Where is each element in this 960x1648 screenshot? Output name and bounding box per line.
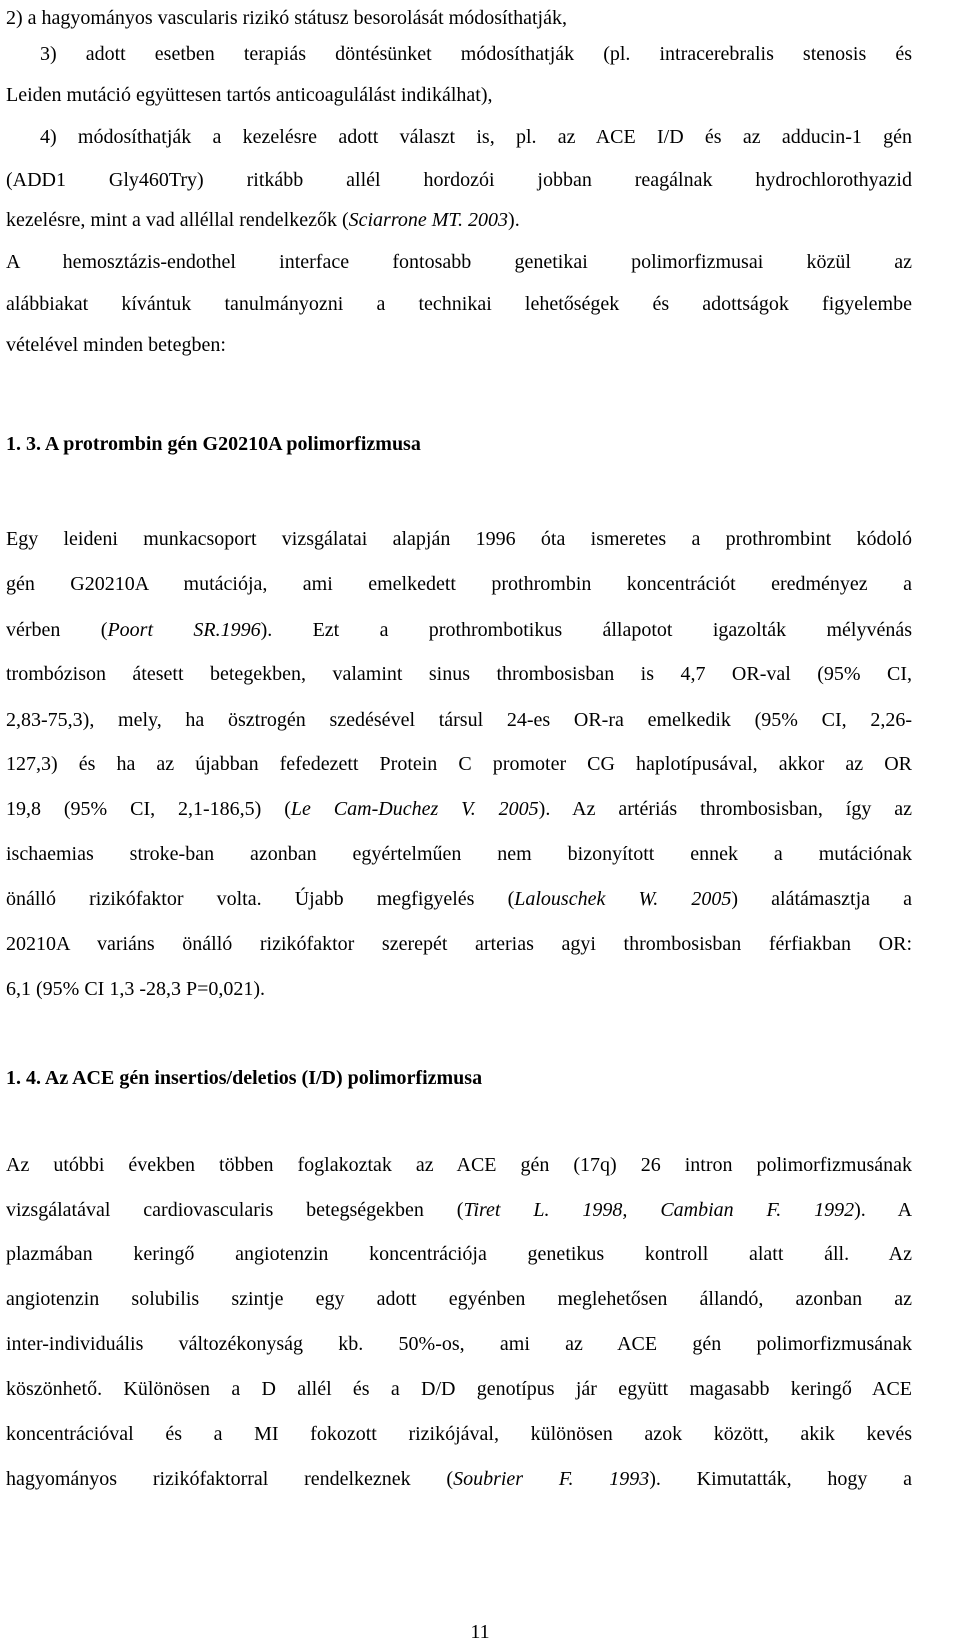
paragraph-line: hagyományos rizikófaktorral rendelkeznek (Soubrier F. 1993). Kimutatták, hogy a	[6, 1468, 912, 1490]
paragraph-line: vérben (Poort SR.1996). Ezt a prothrombotikus állapotot igazolták mélyvénás	[6, 619, 912, 641]
paragraph-line: 19,8 (95% CI, 2,1-186,5) (Le Cam-Duchez V. 2005). Az artériás thrombosisban, így az	[6, 798, 912, 820]
paragraph-line: A hemosztázis-endothel interface fontosabb genetikai polimorfizmusai közül az	[6, 251, 912, 273]
citation: Poort SR.1996	[107, 619, 261, 641]
paragraph-line: önálló rizikófaktor volta. Újabb megfigyelés (Lalouschek W. 2005) alátámasztja a	[6, 888, 913, 910]
paragraph-line: alábbiakat kívántuk tanulmányozni a technikai lehetőségek és adottságok figyelembe	[6, 293, 912, 315]
paragraph-line: 6,1 (95% CI 1,3 -28,3 P=0,021).	[6, 978, 266, 1000]
list-item-3-cont: Leiden mutáció együttesen tartós anticoagulálást indikálhat),	[6, 84, 493, 106]
paragraph-line: vételével minden betegben:	[6, 334, 226, 356]
list-item-2: 2) a hagyományos vascularis rizikó státusz besorolását módosíthatják,	[6, 7, 567, 29]
page-number: 11	[470, 1621, 490, 1643]
paragraph-line: gén G20210A mutációja, ami emelkedett prothrombin koncentrációt eredményez a	[6, 573, 912, 595]
citation: Lalouschek W. 2005	[514, 888, 732, 910]
paragraph-line: angiotenzin solubilis szintje egy adott egyénben meglehetősen állandó, azonban az	[6, 1288, 912, 1310]
section-heading: 1. 3. A protrombin gén G20210A polimorfizmusa	[6, 433, 421, 455]
paragraph-line: Egy leideni munkacsoport vizsgálatai alapján 1996 óta ismeretes a prothrombint kódoló	[6, 528, 912, 550]
list-item-4: 4) módosíthatják a kezelésre adott választ is, pl. az ACE I/D és az adducin-1 gén	[40, 126, 912, 148]
citation: Tiret L. 1998, Cambian F. 1992	[463, 1199, 855, 1221]
paragraph-line: inter-individuális változékonyság kb. 50%-os, ami az ACE gén polimorfizmusának	[6, 1333, 912, 1355]
list-item-4-cont2: kezelésre, mint a vad alléllal rendelkezők (Sciarrone MT. 2003).	[6, 209, 520, 231]
paragraph-line: 2,83-75,3), mely, ha ösztrogén szedésével társul 24-es OR-ra emelkedik (95% CI, 2,26-	[6, 709, 912, 731]
citation: Le Cam-Duchez V. 2005	[290, 798, 539, 820]
paragraph-line: 20210A variáns önálló rizikófaktor szerepét arterias agyi thrombosisban férfiakban OR:	[6, 933, 912, 955]
citation: Soubrier F. 1993	[453, 1468, 650, 1490]
paragraph-line: trombózison átesett betegekben, valamint sinus thrombosisban is 4,7 OR-val (95% CI,	[6, 663, 912, 685]
paragraph-line: ischaemias stroke-ban azonban egyértelműen nem bizonyított ennek a mutációnak	[6, 843, 912, 865]
list-item-3: 3) adott esetben terapiás döntésünket módosíthatják (pl. intracerebralis stenosis és	[40, 43, 912, 65]
list-item-4-cont: (ADD1 Gly460Try) ritkább allél hordozói jobban reagálnak hydrochlorothyazid	[6, 169, 912, 191]
paragraph-line: 127,3) és ha az újabban fefedezett Protein C promoter CG haplotípusával, akkor az OR	[6, 753, 912, 775]
citation: Sciarrone MT. 2003	[348, 209, 509, 231]
paragraph-line: vizsgálatával cardiovascularis betegségekben (Tiret L. 1998, Cambian F. 1992). A	[6, 1199, 913, 1221]
paragraph-line: Az utóbbi években többen foglakoztak az ACE gén (17q) 26 intron polimorfizmusának	[6, 1154, 912, 1176]
paragraph-line: köszönhető. Különösen a D allél és a D/D genotípus jár együtt magasabb keringő ACE	[6, 1378, 912, 1400]
section-heading: 1. 4. Az ACE gén insertios/deletios (I/D) polimorfizmusa	[6, 1067, 483, 1089]
paragraph-line: plazmában keringő angiotenzin koncentrációja genetikus kontroll alatt áll. Az	[6, 1243, 912, 1265]
paragraph-line: koncentrációval és a MI fokozott rizikójával, különösen azok között, akik kevés	[6, 1423, 912, 1445]
